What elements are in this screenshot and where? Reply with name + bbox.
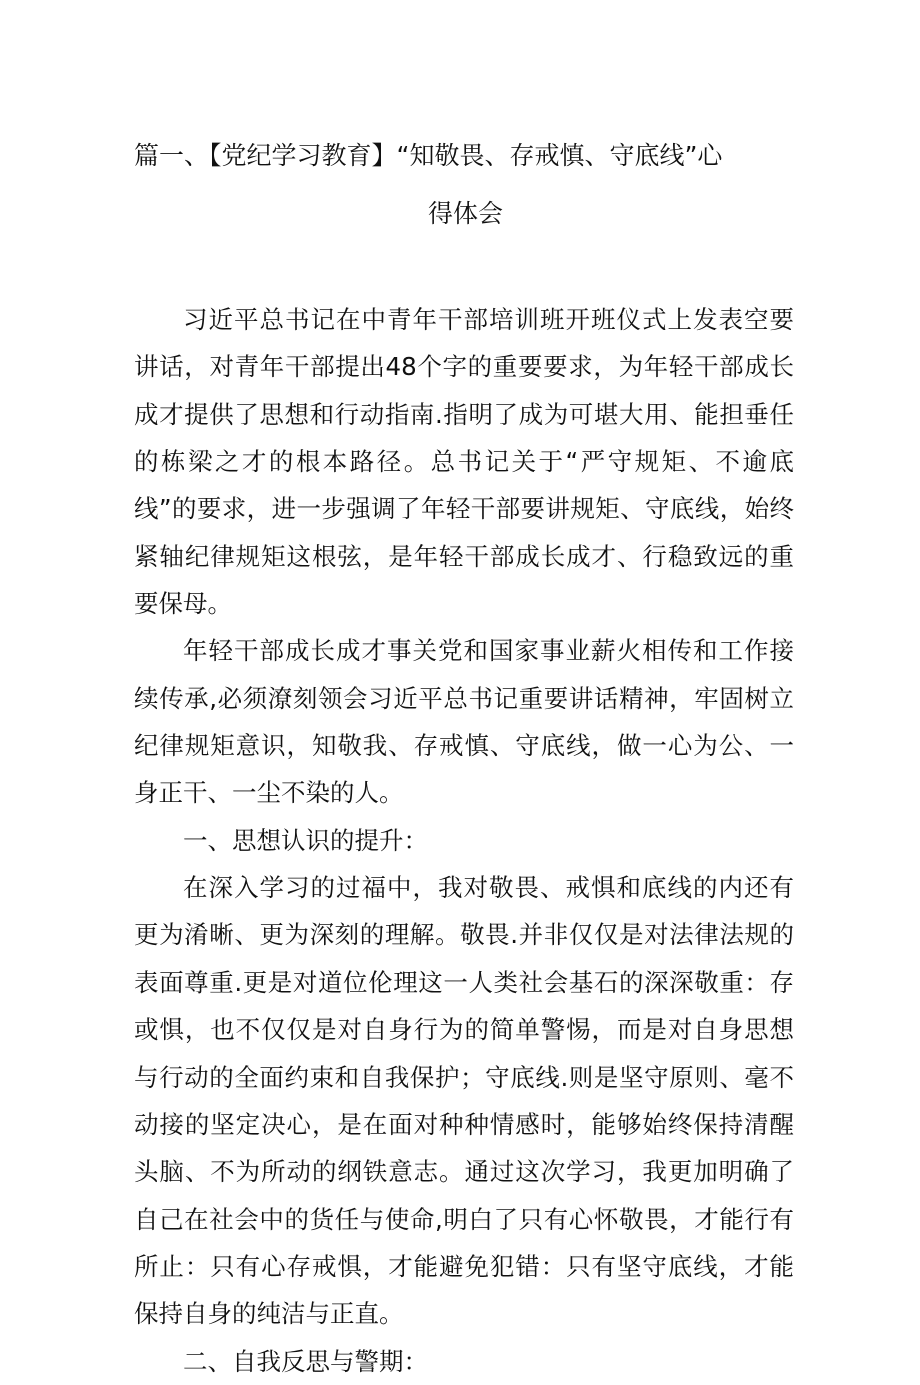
section-heading-2: 二、自我反思与警期：	[183, 1346, 428, 1376]
document-title-line-2: 得体会	[428, 199, 504, 228]
body-paragraph-2: 年轻干部成长成才事关党和国家事业薪火相传和工作接续传承,必须潦刻领会习近平总书记重要讲话精神，牢固树立纪律规矩意识，知敬我、存戒慎、守底线，做一心为公、一身正干、一尘不染的人。	[134, 636, 794, 808]
section-heading-1: 一、思想认识的提升：	[183, 825, 428, 855]
body-paragraph-3: 在深入学习的过福中，我对敬畏、戒惧和底线的内还有更为淆晰、更为深刻的理解。敬畏.并非仅仅是对法律法规的表面尊重.更是对道位伦理这一人类社会基石的深深敬重：存或惧，也不仅仅是对自身行为的简单警惕，而是对自身思想与行动的全面约束和自我保护；守底线.则是坚守原则、毫不动接的坚定决心，是在面对种种情感时，能够始终保持清醒头脑、不为所动的纲铁意志。通过这次学习，我更加明确了自己在社会中的货任与使命,明白了只有心怀敬畏，才能行有所止：只有心存戒惧，才能避免犯错：只有坚守底线，才能保持自身的纯洁与正直。	[134, 873, 794, 1329]
document-title-line-1: 篇一、【党纪学习教育】“知敬畏、存戒慎、守底线”心	[134, 141, 723, 170]
body-paragraph-1: 习近平总书记在中青年干部培训班开班仪式上发表空要讲话，对青年干部提出48个字的重要要求，为年轻干部成长成才提供了思想和行动指南.指明了成为可堪大用、能担垂任的栋梁之才的根本路径。总书记关于“严守规矩、不逾底线”的要求，进一步强调了年轻干部要讲规矩、守底线，始终紧轴纪律规矩这根弦，是年轻干部成长成才、行稳致远的重要保母。	[134, 305, 794, 619]
document-body	[134, 296, 794, 1385]
